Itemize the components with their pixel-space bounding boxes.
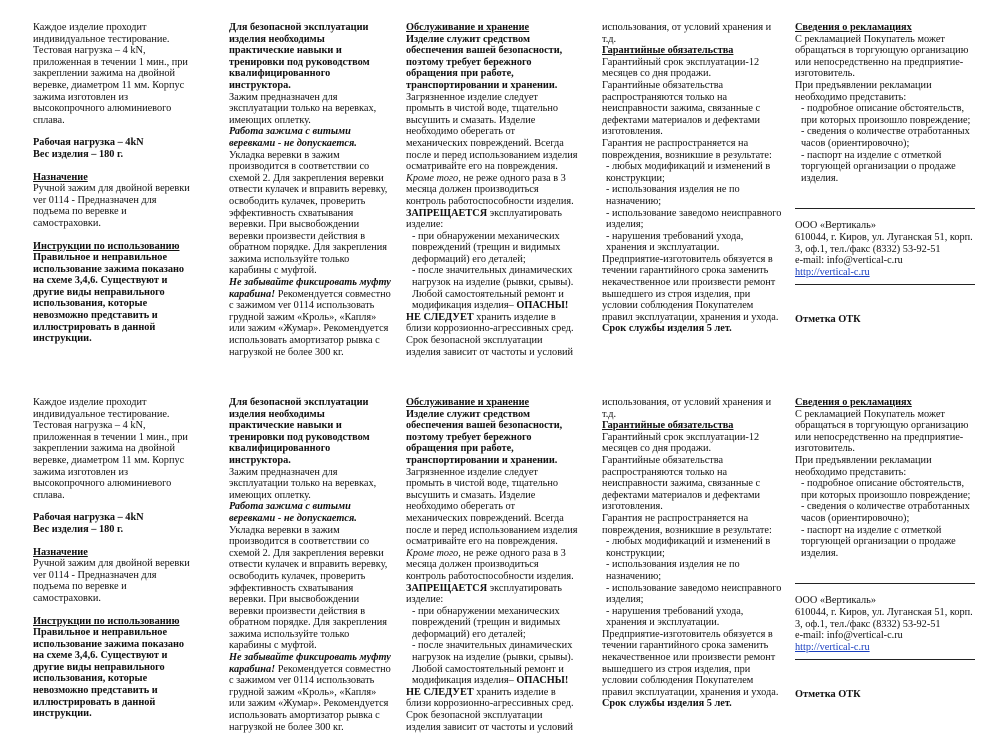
carabiner-warning: Не забывайте фиксировать муфту карабина! — [229, 277, 391, 300]
column-maintenance — [406, 22, 578, 358]
maintenance-italic-lead: Кроме того — [406, 172, 459, 184]
maintenance-p1: Загрязненное изделие следует промыть в чистой воде, тщательно высушить и смазать. Изделие необходимо оберегать от механических повреждений. Всегда после и перед использованием изделия осматривайте его на повреждения. — [406, 91, 578, 173]
claims-p2: При предъявлении рекламации необходимо представить: — [795, 454, 932, 478]
warranty-p1: Гарантийный срок эксплуатации-12 месяцев со дня продажи. — [602, 56, 760, 80]
column-warranty — [602, 22, 782, 335]
working-load: Рабочая нагрузка – 4kN — [33, 137, 144, 149]
otk-mark: Отметка ОТК — [795, 314, 861, 326]
weight: Вес изделия – 180 г. — [33, 523, 124, 535]
company-address: 610044, г. Киров, ул. Луганская 51, корп. 3, оф.1, тел./факс (8332) 53-92-51 — [795, 231, 973, 255]
twisted-rope-warning: Работа зажима с витыми веревками - не допускается. — [229, 501, 357, 524]
warranty-item-4: - нарушения требований ухода, хранения и эксплуатации. — [606, 230, 744, 254]
forbidden-item-2: - после значительных динамических нагрузок на изделие (рывки, срывы). — [412, 265, 574, 289]
otk-mark: Отметка ОТК — [795, 689, 861, 701]
claims-p1: С рекламацией Покупатель может обращаться в торгующую организацию или непосредственно на предприятие-изготовитель. — [795, 408, 969, 455]
instructions-text: Правильное и неправильное использование зажима показано на схеме 3,4,6. Существуют и другие виды неправильного использования, которые невозможно представить и иллюстрировать в данной инструкции. — [33, 627, 185, 720]
maintenance-title: Обслуживание и хранение — [406, 397, 530, 408]
claims-p1: С рекламацией Покупатель может обращаться в торгующую организацию или непосредственно на предприятие-изготовитель. — [795, 33, 969, 80]
repair-text: Любой самостоятельный ремонт и модификация изделия– — [412, 288, 564, 312]
warranty-p4: Предприятие-изготовитель обязуется в течении гарантийного срока заменить некачественное или произвести ремонт вышедшего из строя изделия, при условии соблюдения Покупателем правил эксплуатации, хранения и ухода. — [602, 628, 779, 698]
instructions-title: Инструкции по использованию — [33, 615, 180, 627]
safety-heading: Для безопасной эксплуатации изделия необходимы практические навыки и тренировки под руководством квалифицированного инструктора. — [229, 22, 370, 91]
warranty-p3: Гарантия не распространяется на повреждения, возникшие в результате: — [602, 512, 772, 536]
warranty-item-2: - использования изделия не по назначению; — [606, 559, 740, 582]
forbidden-text: эксплуатировать изделие: — [406, 207, 562, 231]
warranty-item-1: - любых модификаций и изменений в конструкции; — [606, 536, 771, 559]
maintenance-intro: Изделие служит средством обеспечения вашей безопасности, поэтому требует бережного обращения при работе, транспортировании и хранении. — [406, 408, 563, 466]
purpose-text: Ручной зажим для двойной веревки ver 0114 - Предназначен для подъема по веревке и самостраховки. — [33, 558, 190, 604]
leaflet-copy-bottom — [0, 375, 1000, 750]
maintenance-p2: , не реже одного раза в 3 месяца должен производиться контроль работоспособности изделия. — [406, 547, 574, 582]
claims-item-1: - подробное описание обстоятельств, при которых произошло повреждение; — [801, 478, 971, 501]
column-warranty — [602, 397, 782, 710]
purpose-text: Ручной зажим для двойной веревки ver 0114 - Предназначен для подъема по веревке и самостраховки. — [33, 183, 190, 229]
company-email: e-mail: info@vertical-c.ru — [795, 255, 903, 267]
claims-item-2: - сведения о количестве отработанных часов (ориентировочно); — [801, 126, 970, 149]
column-maintenance — [406, 397, 578, 733]
storage-text: хранить изделие в близи коррозионно-агрессивных сред. Срок безопасной эксплуатации изделия зависит от частоты и условий — [406, 686, 574, 733]
warranty-item-2: - использования изделия не по назначению; — [606, 184, 740, 207]
column-specifications — [33, 22, 195, 345]
warranty-p4: Предприятие-изготовитель обязуется в течении гарантийного срока заменить некачественное или произвести ремонт вышедшего из строя изделия, при условии соблюдения Покупателем правил эксплуатации, хранения и ухода. — [602, 253, 779, 323]
column-safety — [229, 397, 392, 733]
maintenance-italic-lead: Кроме того — [406, 547, 459, 559]
claims-item-2: - сведения о количестве отработанных часов (ориентировочно); — [801, 501, 970, 524]
column-claims — [795, 397, 975, 701]
dangerous-label: ОПАСНЫ! — [513, 675, 569, 687]
instructions-text: Правильное и неправильное использование зажима показано на схеме 3,4,6. Существуют и другие виды неправильного использования, которые невозможно представить и иллюстрировать в данной инструкции. — [33, 252, 185, 345]
maintenance-p1: Загрязненное изделие следует промыть в чистой воде, тщательно высушить и смазать. Изделие необходимо оберегать от механических повреждений. Всегда после и перед использованием изделия осматривайте его на повреждения. — [406, 466, 578, 548]
warranty-p2: Гарантийные обязательства распространяются только на неисправности зажима, связанные с дефектами материалов и дефектами изготовления. — [602, 454, 761, 513]
warranty-item-3: - использование заведомо неисправного изделия; — [606, 582, 782, 606]
warranty-p2: Гарантийные обязательства распространяются только на неисправности зажима, связанные с дефектами материалов и дефектами изготовления. — [602, 79, 761, 138]
company-email: e-mail: info@vertical-c.ru — [795, 630, 903, 642]
column-specifications — [33, 397, 195, 720]
claims-item-1: - подробное описание обстоятельств, при которых произошло повреждение; — [801, 103, 971, 126]
service-life: Срок службы изделия 5 лет. — [602, 323, 732, 335]
purpose-title: Назначение — [33, 171, 88, 183]
instructions-title: Инструкции по использованию — [33, 240, 180, 252]
safety-p3: Рекомендуется совместно с зажимом ver 0114 использовать грудной зажим «Кроль», «Капля» или зажим «Жумар». Рекомендуется использовать амортизатор рывка с нагрузкой не более 300 кг. — [229, 288, 391, 358]
twisted-rope-warning: Работа зажима с витыми веревками - не допускается. — [229, 126, 357, 149]
warranty-title: Гарантийные обязательства — [602, 45, 734, 57]
safety-p3: Рекомендуется совместно с зажимом ver 0114 использовать грудной зажим «Кроль», «Капля» или зажим «Жумар». Рекомендуется использовать амортизатор рывка с нагрузкой не более 300 кг. — [229, 663, 391, 733]
warranty-item-4: - нарушения требований ухода, хранения и эксплуатации. — [606, 605, 744, 629]
warranty-title: Гарантийные обязательства — [602, 420, 734, 432]
service-life: Срок службы изделия 5 лет. — [602, 698, 732, 710]
forbidden-label: ЗАПРЕЩАЕТСЯ — [406, 582, 488, 594]
claims-title: Сведения о рекламациях — [795, 397, 912, 408]
forbidden-text: эксплуатировать изделие: — [406, 582, 562, 606]
maintenance-intro: Изделие служит средством обеспечения вашей безопасности, поэтому требует бережного обращения при работе, транспортировании и хранении. — [406, 33, 563, 91]
company-name: ООО «Вертикаль» — [795, 220, 876, 232]
claims-item-3: - паспорт на изделие с отметкой торгующей организации о продаже изделия. — [801, 149, 956, 184]
working-load: Рабочая нагрузка – 4kN — [33, 512, 144, 524]
warranty-item-3: - использование заведомо неисправного изделия; — [606, 207, 782, 231]
intro-text: Каждое изделие проходит индивидуальное тестирование. Тестовая нагрузка – 4 kN, приложенная в течении 1 мин., при закреплении зажима на двойной веревке, диаметром 11 мм. Корпус зажима изготовлен из высокопрочного алюминиевого сплава. — [33, 397, 188, 501]
safety-p2: Укладка веревки в зажим производится в соответствии со схемой 2. Для закрепления веревки отвести кулачек и вправить веревку, освободить кулачек, проверить эффективность схватывания веревки. При высвобождении веревки произвести действия в обратном порядке. Для закрепления зажима используйте только карабины с муфтой. — [229, 149, 388, 277]
safety-p1: Зажим предназначен для эксплуатации только на веревках, имеющих оплетку. — [229, 466, 377, 501]
intro-text: Каждое изделие проходит индивидуальное тестирование. Тестовая нагрузка – 4 kN, приложенная в течении 1 мин., при закреплении зажима на двойной веревке, диаметром 11 мм. Корпус зажима изготовлен из высокопрочного алюминиевого сплава. — [33, 22, 188, 126]
weight: Вес изделия – 180 г. — [33, 148, 124, 160]
warranty-continuation: использования, от условий хранения и т.д. — [602, 22, 772, 45]
claims-item-3: - паспорт на изделие с отметкой торгующей организации о продаже изделия. — [801, 524, 956, 559]
company-website-link[interactable]: http://vertical-c.ru — [795, 641, 870, 653]
dangerous-label: ОПАСНЫ! — [513, 300, 569, 312]
not-allowed-label: НЕ СЛЕДУЕТ — [406, 311, 474, 323]
storage-text: хранить изделие в близи коррозионно-агрессивных сред. Срок безопасной эксплуатации изделия зависит от частоты и условий — [406, 311, 574, 358]
warranty-p1: Гарантийный срок эксплуатации-12 месяцев со дня продажи. — [602, 431, 760, 455]
company-name: ООО «Вертикаль» — [795, 595, 876, 607]
not-allowed-label: НЕ СЛЕДУЕТ — [406, 686, 474, 698]
warranty-p3: Гарантия не распространяется на повреждения, возникшие в результате: — [602, 137, 772, 161]
safety-p1: Зажим предназначен для эксплуатации только на веревках, имеющих оплетку. — [229, 91, 377, 126]
forbidden-item-1: - при обнаружении механических повреждений (трещин и видимых деформаций) его деталей; — [412, 605, 561, 640]
company-address: 610044, г. Киров, ул. Луганская 51, корп. 3, оф.1, тел./факс (8332) 53-92-51 — [795, 606, 973, 630]
safety-heading: Для безопасной эксплуатации изделия необходимы практические навыки и тренировки под руководством квалифицированного инструктора. — [229, 397, 370, 466]
forbidden-item-2: - после значительных динамических нагрузок на изделие (рывки, срывы). — [412, 640, 574, 664]
safety-p2: Укладка веревки в зажим производится в соответствии со схемой 2. Для закрепления веревки отвести кулачек и вправить веревку, освободить кулачек, проверить эффективность схватывания веревки. При высвобождении веревки произвести действия в обратном порядке. Для закрепления зажима используйте только карабины с муфтой. — [229, 524, 388, 652]
carabiner-warning: Не забывайте фиксировать муфту карабина! — [229, 652, 391, 675]
repair-text: Любой самостоятельный ремонт и модификация изделия– — [412, 663, 564, 687]
claims-title: Сведения о рекламациях — [795, 22, 912, 33]
forbidden-label: ЗАПРЕЩАЕТСЯ — [406, 207, 488, 219]
forbidden-item-1: - при обнаружении механических повреждений (трещин и видимых деформаций) его деталей; — [412, 230, 561, 265]
claims-p2: При предъявлении рекламации необходимо представить: — [795, 79, 932, 103]
warranty-continuation: использования, от условий хранения и т.д. — [602, 397, 772, 420]
warranty-item-1: - любых модификаций и изменений в конструкции; — [606, 161, 771, 184]
purpose-title: Назначение — [33, 546, 88, 558]
column-safety — [229, 22, 392, 358]
company-website-link[interactable]: http://vertical-c.ru — [795, 266, 870, 278]
column-claims — [795, 22, 975, 326]
maintenance-title: Обслуживание и хранение — [406, 22, 530, 33]
maintenance-p2: , не реже одного раза в 3 месяца должен производиться контроль работоспособности изделия. — [406, 172, 574, 207]
